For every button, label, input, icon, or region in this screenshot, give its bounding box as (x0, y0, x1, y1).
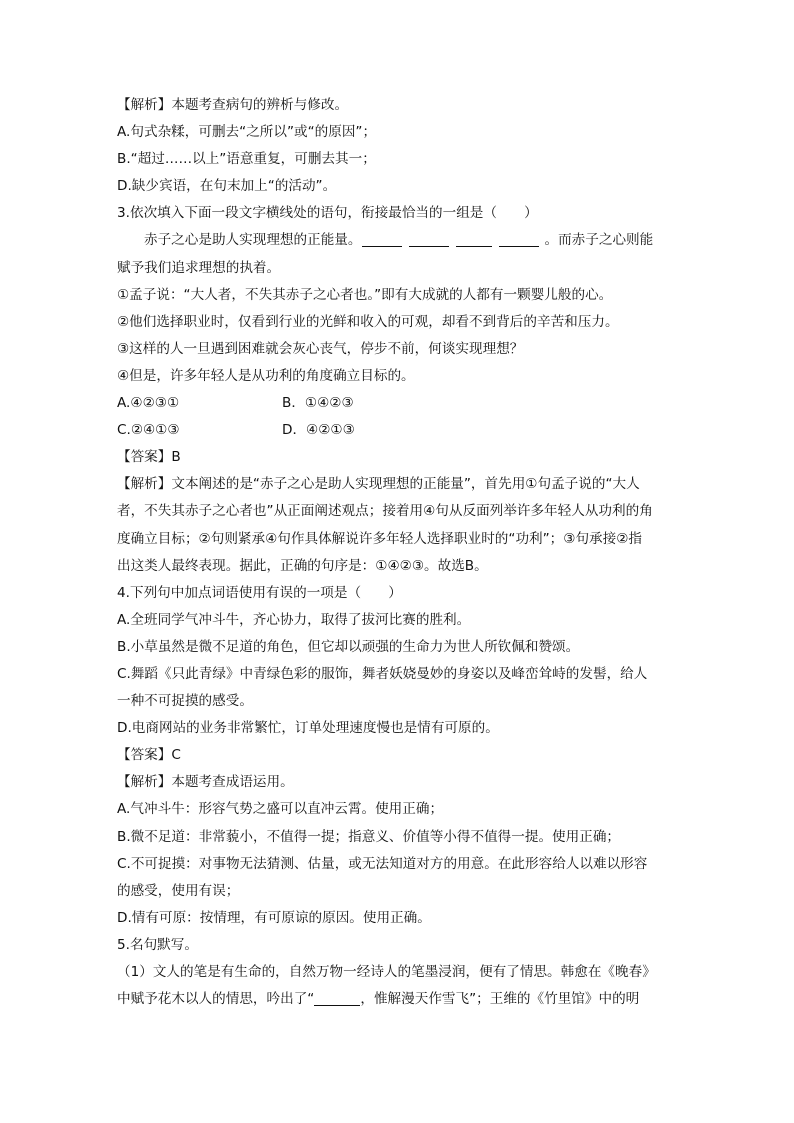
analysis-d: D.缺少宾语，在句末加上“的活动”。 (117, 178, 337, 195)
analysis-4-a: A.气冲斗牛：形容气势之盛可以直冲云霄。使用正确； (117, 801, 444, 818)
q4-option-c: C.舞蹈《只此青绿》中青绿色彩的服饰，舞者妖娆曼妙的身姿以及峰峦耸峙的发髻，给人 (117, 665, 648, 682)
passage-line-1: 赤子之心是助人实现理想的正能量。 。而赤子之心则能 (144, 232, 654, 249)
q4-option-b: B.小草虽然是微不足道的角色，但它却以顽强的生命力为世人所钦佩和赞颂。 (117, 638, 580, 655)
blank-5 (314, 991, 360, 1006)
blank-1 (362, 232, 402, 247)
options-row-1 (117, 390, 682, 417)
analysis-heading: 【解析】本题考查病句的辨析与修改。 (117, 97, 349, 113)
analysis-a: A.句式杂糅，可删去“之所以”或“的原因”； (117, 124, 377, 141)
blank-4 (499, 232, 539, 247)
analysis-3-line-2: 者，不失其赤子之心者也”从正面阐述观点；接着用④句从反面列举许多年轻人从功利的角 (117, 503, 653, 520)
option-b: B．①④②③ (282, 395, 354, 412)
question-3: 3.依次填入下面一段文字横线处的语句，衔接最恰当的一组是（ ） (117, 205, 538, 222)
sentence-4: ④但是，许多年轻人是从功利的角度确立目标的。 (117, 367, 415, 384)
analysis-b: B.“超过……以上”语意重复，可删去其一； (117, 151, 376, 168)
analysis-4-c-cont: 的感受，使用有误； (117, 882, 240, 899)
analysis-4-b: B.微不足道：非常藐小，不值得一提；指意义、价值等小得不值得一提。使用正确； (117, 828, 621, 845)
sentence-3: ③这样的人一旦遇到困难就会灰心丧气，停步不前，何谈实现理想？ (117, 340, 524, 357)
sentence-2: ②他们选择职业时，仅看到行业的光鲜和收入的可观，却看不到背后的辛苦和压力。 (117, 313, 619, 330)
option-c: C.②④①③ (117, 422, 180, 439)
blank-3 (456, 232, 492, 247)
q5-part-1-line-2: 中赋予花木以人的情思，吟出了“ ，惟解漫天作雪飞”；王维的《竹里馆》中的明 (117, 991, 640, 1008)
q4-option-a: A.全班同学气冲斗牛，齐心协力，取得了拔河比赛的胜利。 (117, 611, 471, 628)
analysis-3-line-1: 【解析】文本阐述的是“赤子之心是助人实现理想的正能量”，首先用①句孟子说的“大人 (117, 476, 640, 493)
answer-4: 【答案】C (117, 747, 181, 764)
q4-option-d: D.电商网站的业务非常繁忙，订单处理速度慢也是情有可原的。 (117, 720, 499, 737)
passage-line-2: 赋予我们追求理想的执着。 (117, 259, 281, 276)
analysis-4-c: C.不可捉摸：对事物无法猜测、估量，或无法知道对方的用意。在此形容给人以难以形容 (117, 855, 648, 872)
analysis-4-d: D.情有可原：按情理，有可原谅的原因。使用正确。 (117, 909, 431, 926)
option-d: D．④②①③ (282, 422, 355, 439)
blank-2 (409, 232, 449, 247)
sentence-1: ①孟子说：“大人者，不失其赤子之心者也。”即有大成就的人都有一颗婴儿般的心。 (117, 286, 613, 303)
question-5: 5.名句默写。 (117, 936, 198, 953)
analysis-3-line-4: 出这类人最终表现。据此，正确的句序是：①④②③。故选B。 (117, 557, 488, 574)
analysis-3-line-3: 度确立目标；②句则紧承④句作具体解说许多年轻人选择职业时的“功利”；③句承接②指 (117, 530, 643, 547)
q5-part-1-line-1: （1）文人的笔是有生命的，自然万物一经诗人的笔墨浸润，便有了情思。韩愈在《晚春》 (117, 964, 656, 980)
analysis-4-heading: 【解析】本题考查成语运用。 (117, 774, 294, 791)
answer-3: 【答案】B (117, 449, 181, 466)
option-a: A.④②③① (117, 395, 180, 412)
document-page (117, 92, 682, 1013)
question-4: 4.下列句中加点词语使用有误的一项是（ ） (117, 584, 402, 601)
options-row-2 (117, 417, 682, 444)
q4-option-c-cont: 一种不可捉摸的感受。 (117, 693, 253, 710)
